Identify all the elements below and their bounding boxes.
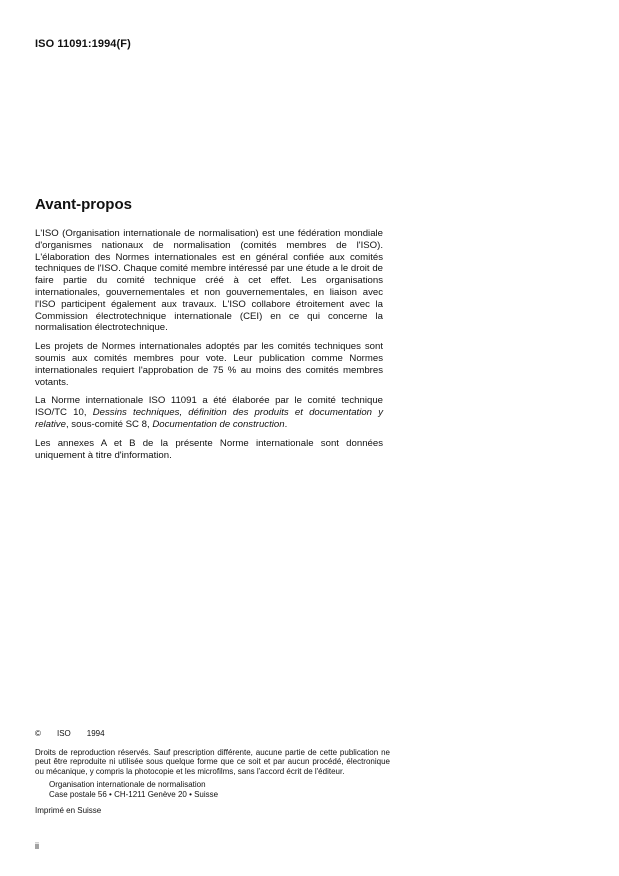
foreword-paragraph-4: Les annexes A et B de la présente Norme internationale sont données uniquement à titre d'information. bbox=[35, 437, 383, 461]
foreword-body bbox=[35, 228, 383, 468]
foreword-p3-committee-title: Dessins techniques, définition des produits et documentation y relative bbox=[35, 407, 383, 430]
address-line-2: Case postale 56 • CH-1211 Genève 20 • Suisse bbox=[49, 789, 219, 799]
copyright-symbol: © bbox=[35, 729, 41, 738]
standard-number: ISO 11091:1994(F) bbox=[35, 38, 131, 50]
publisher-address bbox=[49, 780, 390, 799]
foreword-paragraph-2: Les projets de Normes internationales adoptés par les comités techniques sont soumis aux comités membres pour vote. Leur publication comme Normes internationales requiert l'approbation de 75 % au moins des comités membres votants. bbox=[35, 341, 383, 388]
foreword-paragraph-1: L'ISO (Organisation internationale de normalisation) est une fédération mondiale d'organismes nationaux de normalisation (comités membres de l'ISO). L'élaboration des Normes internationales est en général confiée aux comités techniques de l'ISO. Chaque comité membre intéressé par une étude a le droit de faire partie du comité technique créé à cet effet. Les organisations internationales, gouvernementales et non gouvernementales, en liaison avec l'ISO participent également aux travaux. L'ISO collabore étroitement avec la Commission électrotechnique internationale (CEI) en ce qui concerne la normalisation électrotechnique. bbox=[35, 228, 383, 334]
page-number: ii bbox=[35, 841, 39, 851]
foreword-p3-subcommittee-title: Documentation de construction bbox=[152, 418, 285, 430]
foreword-p3-text-c: , sous-comité SC 8, bbox=[65, 418, 153, 430]
foreword-paragraph-3 bbox=[35, 395, 383, 430]
copyright-line bbox=[35, 729, 390, 739]
copyright-block bbox=[35, 729, 390, 815]
copyright-org: ISO bbox=[57, 729, 71, 738]
foreword-p3-text-a: La Norme internationale ISO 11091 a été élaborée par le comité technique ISO/TC 10, bbox=[35, 395, 383, 419]
address-line-1: Organisation internationale de normalisation bbox=[49, 780, 206, 790]
printed-in: Imprimé en Suisse bbox=[35, 805, 102, 815]
foreword-p3-text-e: . bbox=[284, 418, 288, 430]
rights-notice: Droits de reproduction réservés. Sauf prescription différente, aucune partie de cette publication ne peut être reproduite ni utilisée sous quelque forme que ce soit et par aucun procédé, électronique ou mécanique, y compris la photocopie et les microfilms, sans l'accord écrit de l'éditeur. bbox=[35, 747, 390, 776]
foreword-title: Avant-propos bbox=[35, 196, 132, 213]
copyright-year: 1994 bbox=[86, 729, 105, 738]
